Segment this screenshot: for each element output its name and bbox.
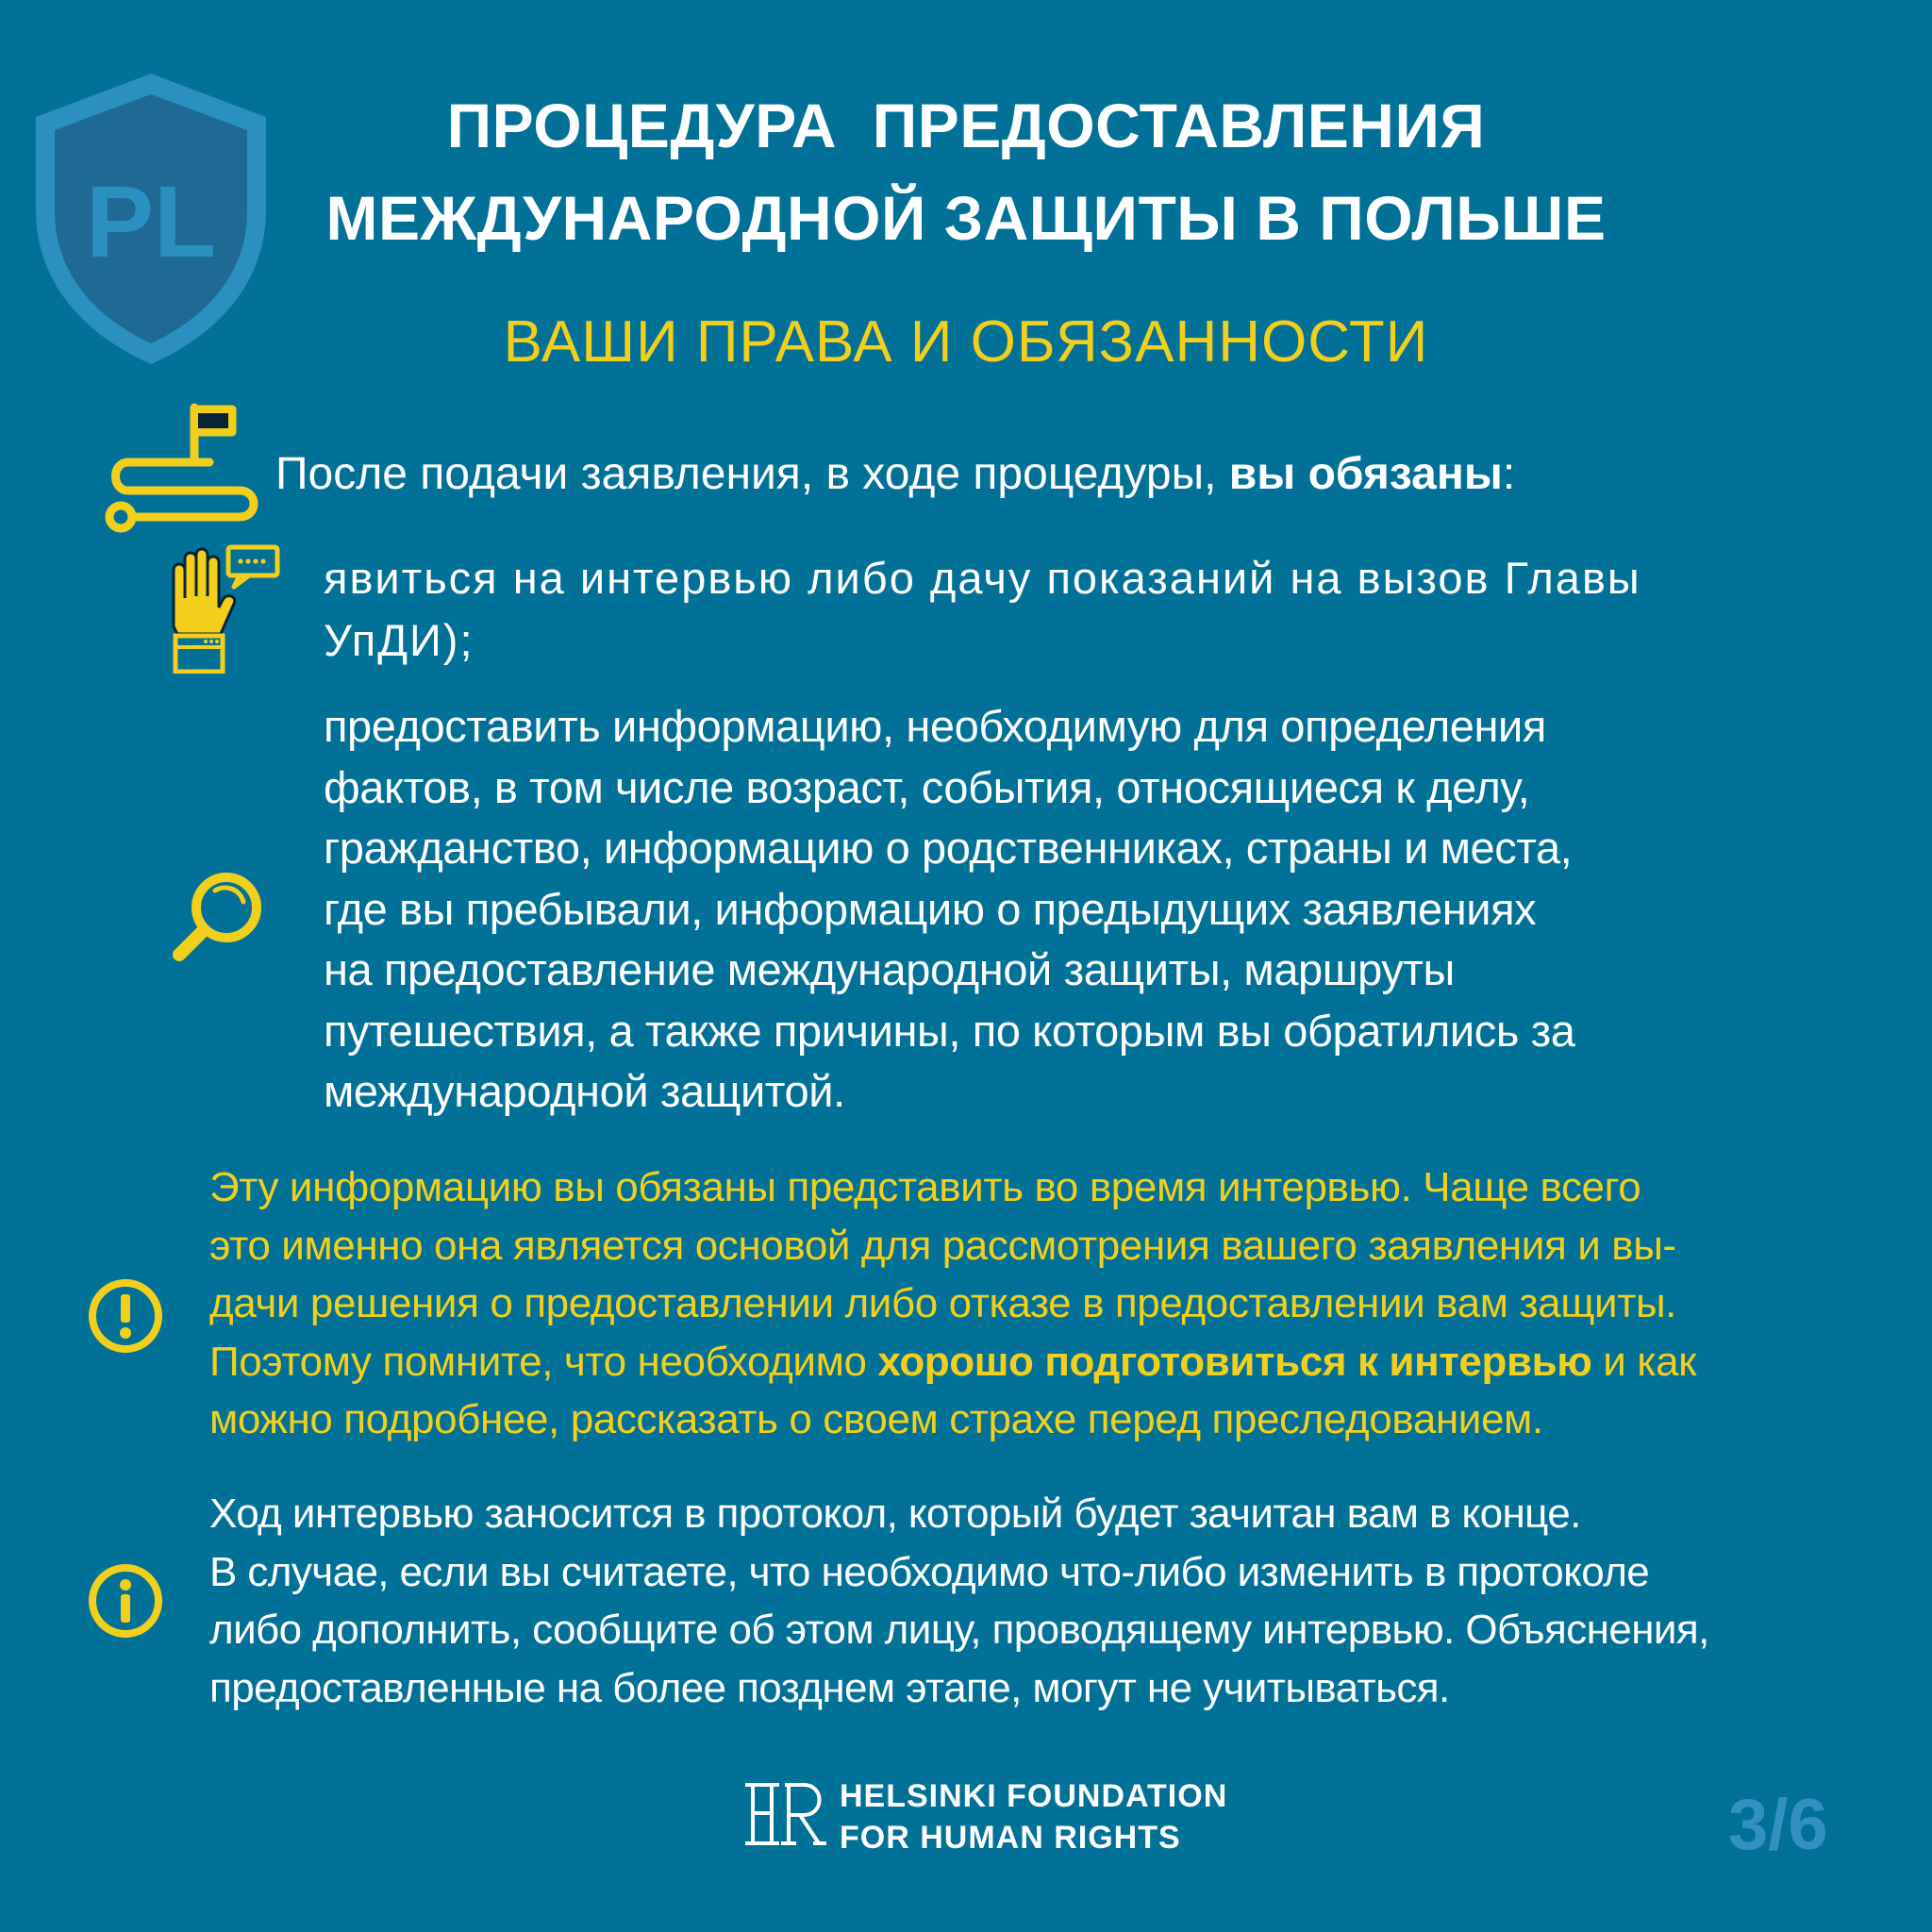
magnifier-icon [170, 868, 268, 966]
organization-name [840, 1775, 1227, 1858]
info-line: предоставленные на более позднем этапе, могут не учитываться. [209, 1664, 1450, 1711]
page-indicator: 3/6 [1728, 1785, 1828, 1865]
warning-line: это именно она является основой для рассмотрения вашего заявления и вы- [209, 1222, 1676, 1269]
lead-text: После подачи заявления, в ходе процедуры, [275, 449, 1229, 499]
warning-text: и как [1591, 1338, 1697, 1385]
info-line: Ход интервью заносится в протокол, который будет зачитан вам в конце. [209, 1491, 1581, 1537]
warning-line: можно подробнее, рассказать о своем страхе перед преследованием. [209, 1396, 1543, 1442]
lead-bold: вы обязаны [1228, 449, 1503, 499]
warning-line: Эту информацию вы обязаны представить во время интервью. Чаще всего [209, 1164, 1641, 1210]
duty-line: УпДИ); [324, 615, 475, 665]
org-line: HELSINKI FOUNDATION [840, 1778, 1228, 1814]
duty-line: явиться на интервью либо дачу показаний на вызов Главы [324, 553, 1641, 603]
warning-line: дачи решения о предоставлении либо отказе в предоставлении вам защиты. [209, 1280, 1676, 1326]
duty-interview [324, 547, 1871, 672]
warning-text: Поэтому помните, что необходимо [209, 1338, 878, 1385]
duty-line: на предоставление международной защиты, маршруты [324, 944, 1455, 994]
warning-line [209, 1333, 1889, 1391]
route-flag-icon [98, 400, 277, 541]
duty-line: гражданство, информацию о родственниках, страны и места, [324, 823, 1573, 873]
page-title-line2: МЕЖДУНАРОДНОЙ ЗАЩИТЫ В ПОЛЬШЕ [325, 183, 1607, 253]
duty-line: фактов, в том числе возраст, события, относящиеся к делу, [324, 761, 1530, 812]
hr-logo-icon [743, 1779, 828, 1849]
badge-label: PL [85, 164, 217, 278]
info-paragraph [209, 1485, 1889, 1717]
duty-line: предоставить информацию, необходимую для определения [324, 701, 1546, 751]
warning-bold: хорошо подготовиться к интервью [877, 1338, 1592, 1385]
info-line: либо дополнить, сообщите об этом лицу, проводящему интервью. Объяснения, [209, 1607, 1709, 1653]
org-line: FOR HUMAN RIGHTS [840, 1820, 1181, 1856]
duty-line: международной защитой. [324, 1066, 845, 1116]
duties-lead [275, 440, 1515, 509]
duty-line: путешествия, а также причины, по которым вы обратились за [324, 1005, 1575, 1056]
page-title-line1: ПРОЦЕДУРА ПРЕДОСТАВЛЕНИЯ [446, 91, 1486, 160]
duty-information [324, 696, 1871, 1123]
duty-line: где вы пребывали, информацию о предыдущих заявлениях [324, 883, 1537, 934]
page-subtitle: ВАШИ ПРАВА И ОБЯЗАННОСТИ [503, 309, 1429, 375]
lead-suffix: : [1502, 449, 1516, 499]
raised-hand-speech-icon [153, 541, 285, 674]
info-line: В случае, если вы считаете, что необходимо что-либо изменить в протоколе [209, 1548, 1650, 1595]
warning-paragraph [209, 1158, 1889, 1449]
info-circle-icon [87, 1562, 164, 1640]
exclamation-circle-icon [87, 1277, 164, 1355]
